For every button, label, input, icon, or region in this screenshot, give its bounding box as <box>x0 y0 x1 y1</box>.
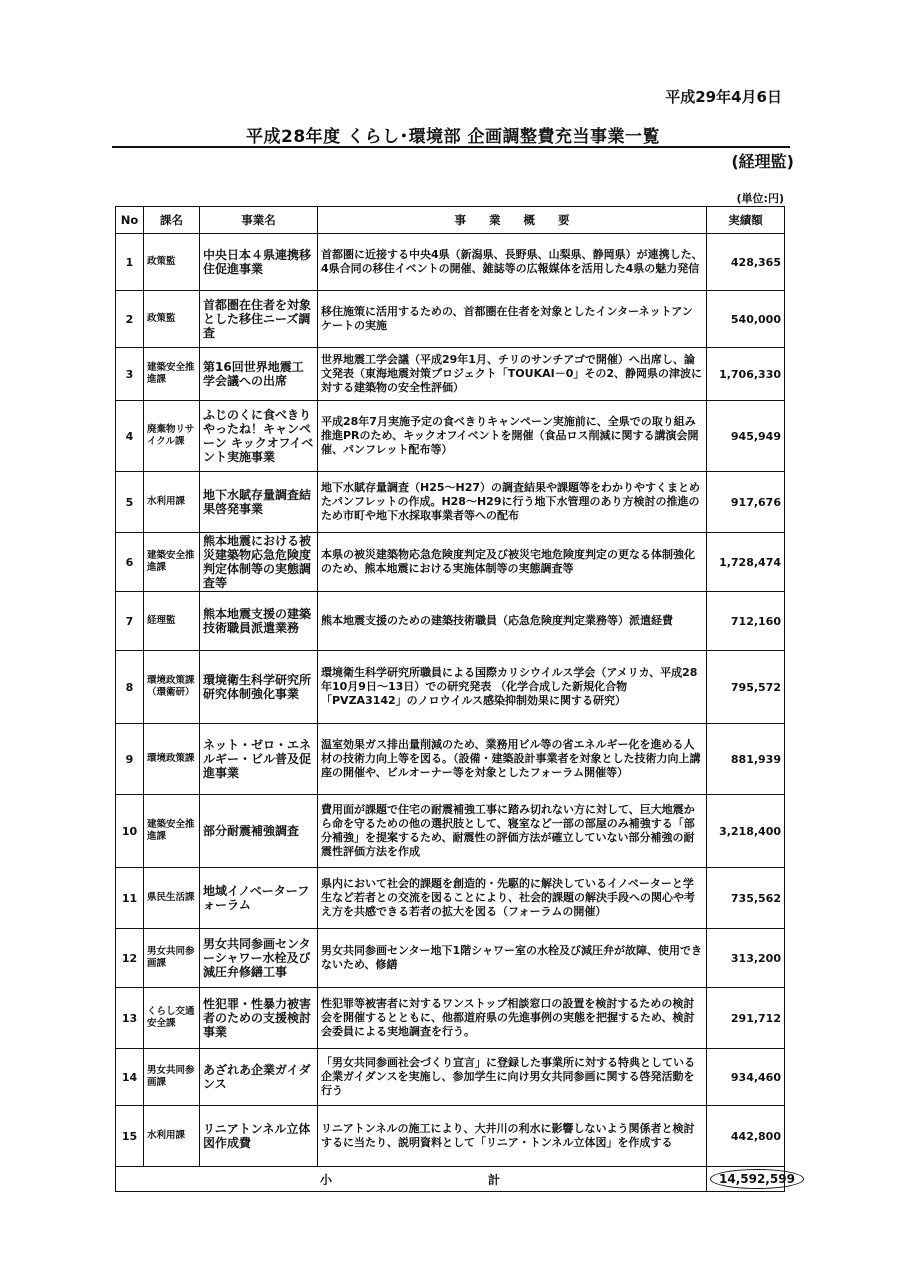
row-dept: 県民生活課 <box>144 868 200 929</box>
row-name: 熊本地震支援の建築技術職員派遣業務 <box>200 592 318 651</box>
row-amount: 3,218,400 <box>707 795 785 868</box>
table-row <box>116 1106 785 1167</box>
row-summary: 熊本地震支援のための建築技術職員（応急危険度判定業務等）派遣経費 <box>318 592 707 651</box>
row-dept: 建築安全推進課 <box>144 795 200 868</box>
row-dept: 男女共同参画課 <box>144 929 200 988</box>
row-no: 1 <box>116 234 144 291</box>
row-summary: 費用面が課題で住宅の耐震補強工事に踏み切れない方に対して、巨大地震から命を守るための他の選択肢として、寝室など一部の部屋のみ補強する「部分補強」を提案するため、耐震性の評価方法が確立していない部分補強の耐震性評価方法を作成 <box>318 795 707 868</box>
row-name: ネット・ゼロ・エネルギー・ビル普及促進事業 <box>200 724 318 795</box>
department-label: (経理監) <box>731 152 794 171</box>
row-summary: 平成28年7月実施予定の食べきりキャンペーン実施前に、全県での取り組み推進PRのため、キックオフイベントを開催（食品ロス削減に関する講演会開催、パンフレット配布等） <box>318 401 707 472</box>
row-summary: 世界地震工学会議（平成29年1月、チリのサンチアゴで開催）へ出席し、論文発表（東海地震対策プロジェクト「TOUKAI－0」その2、静岡県の津波に対する建築物の安全性評価） <box>318 348 707 401</box>
row-name: 性犯罪・性暴力被害者のための支援検討事業 <box>200 988 318 1049</box>
table-row <box>116 868 785 929</box>
table-row <box>116 724 785 795</box>
row-name: 第16回世界地震工学会議への出席 <box>200 348 318 401</box>
table-row <box>116 651 785 724</box>
row-dept: 男女共同参画課 <box>144 1049 200 1106</box>
row-amount: 712,160 <box>707 592 785 651</box>
row-name: 中央日本４県連携移住促進事業 <box>200 234 318 291</box>
row-name: 首都圏在住者を対象とした移住ニーズ調査 <box>200 291 318 348</box>
row-name: ふじのくに食べきりやったね！キャンペーン キックオフイベント実施事業 <box>200 401 318 472</box>
row-dept: 建築安全推進課 <box>144 348 200 401</box>
table-row <box>116 291 785 348</box>
row-no: 14 <box>116 1049 144 1106</box>
row-amount: 735,562 <box>707 868 785 929</box>
column-header-summary: 事 業 概 要 <box>318 207 707 234</box>
row-no: 11 <box>116 868 144 929</box>
row-name: あざれあ企業ガイダンス <box>200 1049 318 1106</box>
column-header-dept: 課名 <box>144 207 200 234</box>
row-amount: 917,676 <box>707 472 785 533</box>
row-dept: 建築安全推進課 <box>144 533 200 592</box>
row-no: 2 <box>116 291 144 348</box>
row-no: 8 <box>116 651 144 724</box>
table-header-row <box>116 207 785 234</box>
title-underline <box>112 146 790 148</box>
subtotal-label: 小 計 <box>116 1167 707 1192</box>
table-row <box>116 533 785 592</box>
unit-label: (単位:円) <box>736 192 784 205</box>
column-header-name: 事業名 <box>200 207 318 234</box>
row-amount: 291,712 <box>707 988 785 1049</box>
row-dept: 廃棄物リサイクル課 <box>144 401 200 472</box>
row-name: 環境衛生科学研究所研究体制強化事業 <box>200 651 318 724</box>
row-summary: 県内において社会的課題を創造的・先駆的に解決しているイノベーターと学生など若者との交流を図ることにより、社会的課題の解決手段への関心や考え方を共感できる若者の拡大を図る（フォーラムの開催） <box>318 868 707 929</box>
row-dept: 水利用課 <box>144 472 200 533</box>
row-name: 部分耐震補強調査 <box>200 795 318 868</box>
row-amount: 945,949 <box>707 401 785 472</box>
row-no: 6 <box>116 533 144 592</box>
row-amount: 313,200 <box>707 929 785 988</box>
row-name: 地下水賦存量調査結果啓発事業 <box>200 472 318 533</box>
row-no: 3 <box>116 348 144 401</box>
row-summary: 「男女共同参画社会づくり宣言」に登録した事業所に対する特典としている企業ガイダンスを実施し、参加学生に向け男女共同参画に関する啓発活動を行う <box>318 1049 707 1106</box>
row-amount: 1,706,330 <box>707 348 785 401</box>
row-summary: 移住施策に活用するための、首都圏在住者を対象としたインターネットアンケートの実施 <box>318 291 707 348</box>
subtotal-row <box>116 1167 785 1192</box>
table-row <box>116 472 785 533</box>
table-row <box>116 988 785 1049</box>
row-dept: 経理監 <box>144 592 200 651</box>
row-no: 15 <box>116 1106 144 1167</box>
row-no: 10 <box>116 795 144 868</box>
table-row <box>116 348 785 401</box>
row-summary: 男女共同参画センター地下1階シャワー室の水栓及び減圧弁が故障、使用できないため、修繕 <box>318 929 707 988</box>
row-summary: 環境衛生科学研究所職員による国際カリシウイルス学会（アメリカ、平成28年10月9日～13日）での研究発表 （化学合成した新規化合物「PVZA3142」のノロウイルス感染抑制効果に関する研究） <box>318 651 707 724</box>
row-no: 13 <box>116 988 144 1049</box>
table-row <box>116 929 785 988</box>
row-name: 地域イノベーターフォーラム <box>200 868 318 929</box>
row-no: 9 <box>116 724 144 795</box>
row-no: 5 <box>116 472 144 533</box>
row-summary: 地下水賦存量調査（H25～H27）の調査結果や課題等をわかりやすくまとめたパンフレットの作成。H28～H29に行う地下水管理のあり方検討の推進のため市町や地下水採取事業者等への配布 <box>318 472 707 533</box>
row-amount: 881,939 <box>707 724 785 795</box>
row-summary: 首都圏に近接する中央4県（新潟県、長野県、山梨県、静岡県）が連携した、4県合同の移住イベントの開催、雑誌等の広報媒体を活用した4県の魅力発信 <box>318 234 707 291</box>
row-amount: 540,000 <box>707 291 785 348</box>
column-header-no: No <box>116 207 144 234</box>
table-row <box>116 592 785 651</box>
row-summary: 温室効果ガス排出量削減のため、業務用ビル等の省エネルギー化を進める人材の技術力向上等を図る。（設備・建築設計事業者を対象とした技術力向上講座の開催や、ビルオーナー等を対象としたフォーラム開催等） <box>318 724 707 795</box>
row-amount: 934,460 <box>707 1049 785 1106</box>
row-no: 12 <box>116 929 144 988</box>
row-summary: 本県の被災建築物応急危険度判定及び被災宅地危険度判定の更なる体制強化のため、熊本地震における実施体制等の実態調査等 <box>318 533 707 592</box>
row-dept: 環境政策課（環衛研） <box>144 651 200 724</box>
project-table <box>115 206 795 1192</box>
row-dept: 水利用課 <box>144 1106 200 1167</box>
row-summary: リニアトンネルの施工により、大井川の利水に影響しないよう関係者と検討するに当たり、説明資料として「リニア・トンネル立体図」を作成する <box>318 1106 707 1167</box>
row-dept: くらし交通安全課 <box>144 988 200 1049</box>
row-amount: 428,365 <box>707 234 785 291</box>
row-dept: 政策監 <box>144 291 200 348</box>
row-name: 男女共同参画センターシャワー水栓及び減圧弁修繕工事 <box>200 929 318 988</box>
document-title: 平成28年度 くらし･環境部 企画調整費充当事業一覧 <box>246 127 660 147</box>
table-row <box>116 1049 785 1106</box>
row-name: リニアトンネル立体図作成費 <box>200 1106 318 1167</box>
row-dept: 政策監 <box>144 234 200 291</box>
subtotal-amount: 14,592,599 <box>710 1169 804 1189</box>
row-summary: 性犯罪等被害者に対するワンストップ相談窓口の設置を検討するための検討会を開催するとともに、他都道府県の先進事例の実態を把握するため、検討会委員による実地調査を行う。 <box>318 988 707 1049</box>
row-name: 熊本地震における被災建築物応急危険度判定体制等の実態調査等 <box>200 533 318 592</box>
row-no: 7 <box>116 592 144 651</box>
subtotal-amount-cell <box>707 1167 795 1192</box>
table-row <box>116 401 785 472</box>
table-row <box>116 234 785 291</box>
document-date: 平成29年4月6日 <box>665 88 782 106</box>
row-amount: 795,572 <box>707 651 785 724</box>
table-row <box>116 795 785 868</box>
row-no: 4 <box>116 401 144 472</box>
row-amount: 1,728,474 <box>707 533 785 592</box>
row-dept: 環境政策課 <box>144 724 200 795</box>
column-header-amount: 実績額 <box>707 207 785 234</box>
row-amount: 442,800 <box>707 1106 785 1167</box>
